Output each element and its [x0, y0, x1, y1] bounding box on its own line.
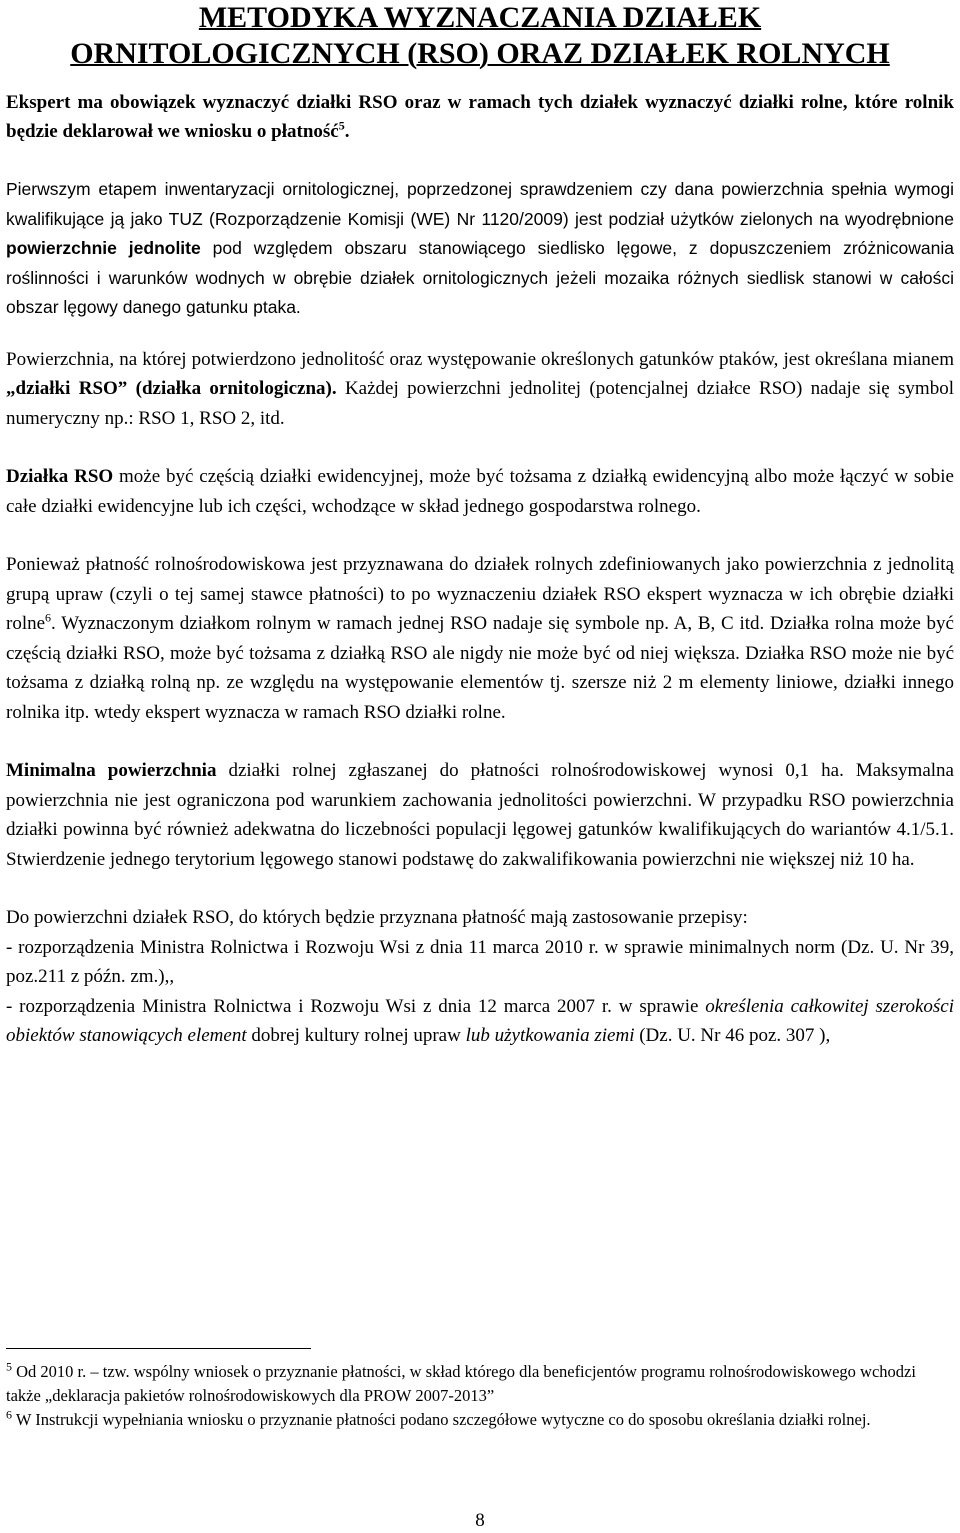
title-line-1: METODYKA WYZNACZANIA DZIAŁEK — [198, 1, 762, 34]
paragraph-3: Działka RSO może być częścią działki ewidencyjnej, może być tożsama z działką ewidencyjną albo może łączyć w sobie całe działki ewidencyjne lub ich części, wchodzące w skład jednego gospodarstwa rolnego. — [6, 466, 954, 517]
footnote-5: $^5$ Od 2010 r. – tzw. wspólny wniosek o przyznanie płatności, w skład którego dla beneficjentów programu rolnośrodowiskowego wchodzi także „deklaracja pakietów rolnośrodowiskowych dla PROW 2007-2013” — [6, 1359, 916, 1405]
page-number: 8 — [475, 1510, 485, 1531]
paragraph-1: Pierwszym etapem inwentaryzacji ornitologicznej, poprzedzonej sprawdzeniem czy dana powierzchnia spełnia wymogi kwalifikujące ją jako TUZ (Rozporządzenie Komisji (WE) Nr 1120/2009) jest podział użytków zielonych na wyodrębnione powierzchnie jednolite pod względem obszaru stanowiącego siedlisko lęgowe, z dopuszczeniem zróżnicowania roślinności i warunków wodnych w obrębie działek ornitologicznych jeżeli mozaika różnych siedlisk stanowi w całości obszar lęgowy danego gatunku ptaka. — [6, 179, 954, 317]
footnotes — [6, 1360, 954, 1432]
paragraph-2: Powierzchnia, na której potwierdzono jednolitość oraz występowanie określonych gatunków ptaków, jest określana mianem „działki RSO” (działka ornitologiczna). Każdej powierzchni jednolitej (potencjalnej działce RSO) nadaje się symbol numeryczny np.: RSO 1, RSO 2, itd. — [6, 348, 954, 429]
footnote-ref-5: 5 — [338, 118, 345, 133]
intro-paragraph: Ekspert ma obowiązek wyznaczyć działki RSO oraz w ramach tych działek wyznaczyć działki rolne, które rolnik będzie deklarował we wniosku o płatność$^5$. — [6, 92, 954, 142]
page-title — [6, 0, 954, 72]
regulation-item-2: - rozporządzenia Ministra Rolnictwa i Rozwoju Wsi z dnia 12 marca 2007 r. w sprawie określenia całkowitej szerokości obiektów stanowiących element dobrej kultury rolnej upraw lub użytkowania ziemi (Dz. U. Nr 46 poz. 307 ), — [6, 995, 954, 1046]
footnote-6: $^6$ W Instrukcji wypełniania wniosku o przyznanie płatności podano szczegółowe wytyczne co do sposobu określania działki rolnej. — [6, 1407, 871, 1429]
paragraph-4: Ponieważ płatność rolnośrodowiskowa jest przyznawana do działek rolnych zdefiniowanych jako powierzchnia z jednolitą grupą upraw (czyli o tej samej stawce płatności) to po wyznaczeniu działek RSO ekspert wyznacza w ich obrębie działki rolne$^6$. Wyznaczonym działkom rolnym w ramach jednej RSO nadaje się symbole np. A, B, C itd. Działka rolna może być częścią działki RSO, może być tożsama z działką RSO ale nigdy nie może być od niej większa. Działka RSO może nie być tożsama z działką rolną np. ze względu na występowanie elementów tj. szersze niż 2 m elementy liniowe, działki innego rolnika itp. wtedy ekspert wyznacza w ramach RSO działki rolne. — [6, 554, 954, 723]
title-line-2: ORNITOLOGICZNYCH (RSO) ORAZ DZIAŁEK ROLNYCH — [70, 37, 890, 70]
footnote-ref-6: 6 — [45, 610, 52, 625]
footnote-divider — [6, 1348, 311, 1349]
paragraph-6: Do powierzchni działek RSO, do których będzie przyznana płatność mają zastosowanie przepisy: — [6, 907, 748, 928]
document-page — [6, 0, 954, 1051]
regulation-item-1: - rozporządzenia Ministra Rolnictwa i Rozwoju Wsi z dnia 11 marca 2010 r. w sprawie minimalnych norm (Dz. U. Nr 39, poz.211 z późn. zm.),, — [6, 936, 954, 987]
paragraph-5: Minimalna powierzchnia działki rolnej zgłaszanej do płatności rolnośrodowiskowej wynosi 0,1 ha. Maksymalna powierzchnia nie jest ograniczona pod warunkiem zachowania jednolitości powierzchni. W przypadku RSO powierzchnia działki powinna być również adekwatna do liczebności populacji lęgowej gatunków kwalifikujących do wariantów 4.1/5.1. Stwierdzenie jednego terytorium lęgowego stanowi podstawę do zakwalifikowania powierzchni nie większej niż 10 ha. — [6, 760, 954, 870]
